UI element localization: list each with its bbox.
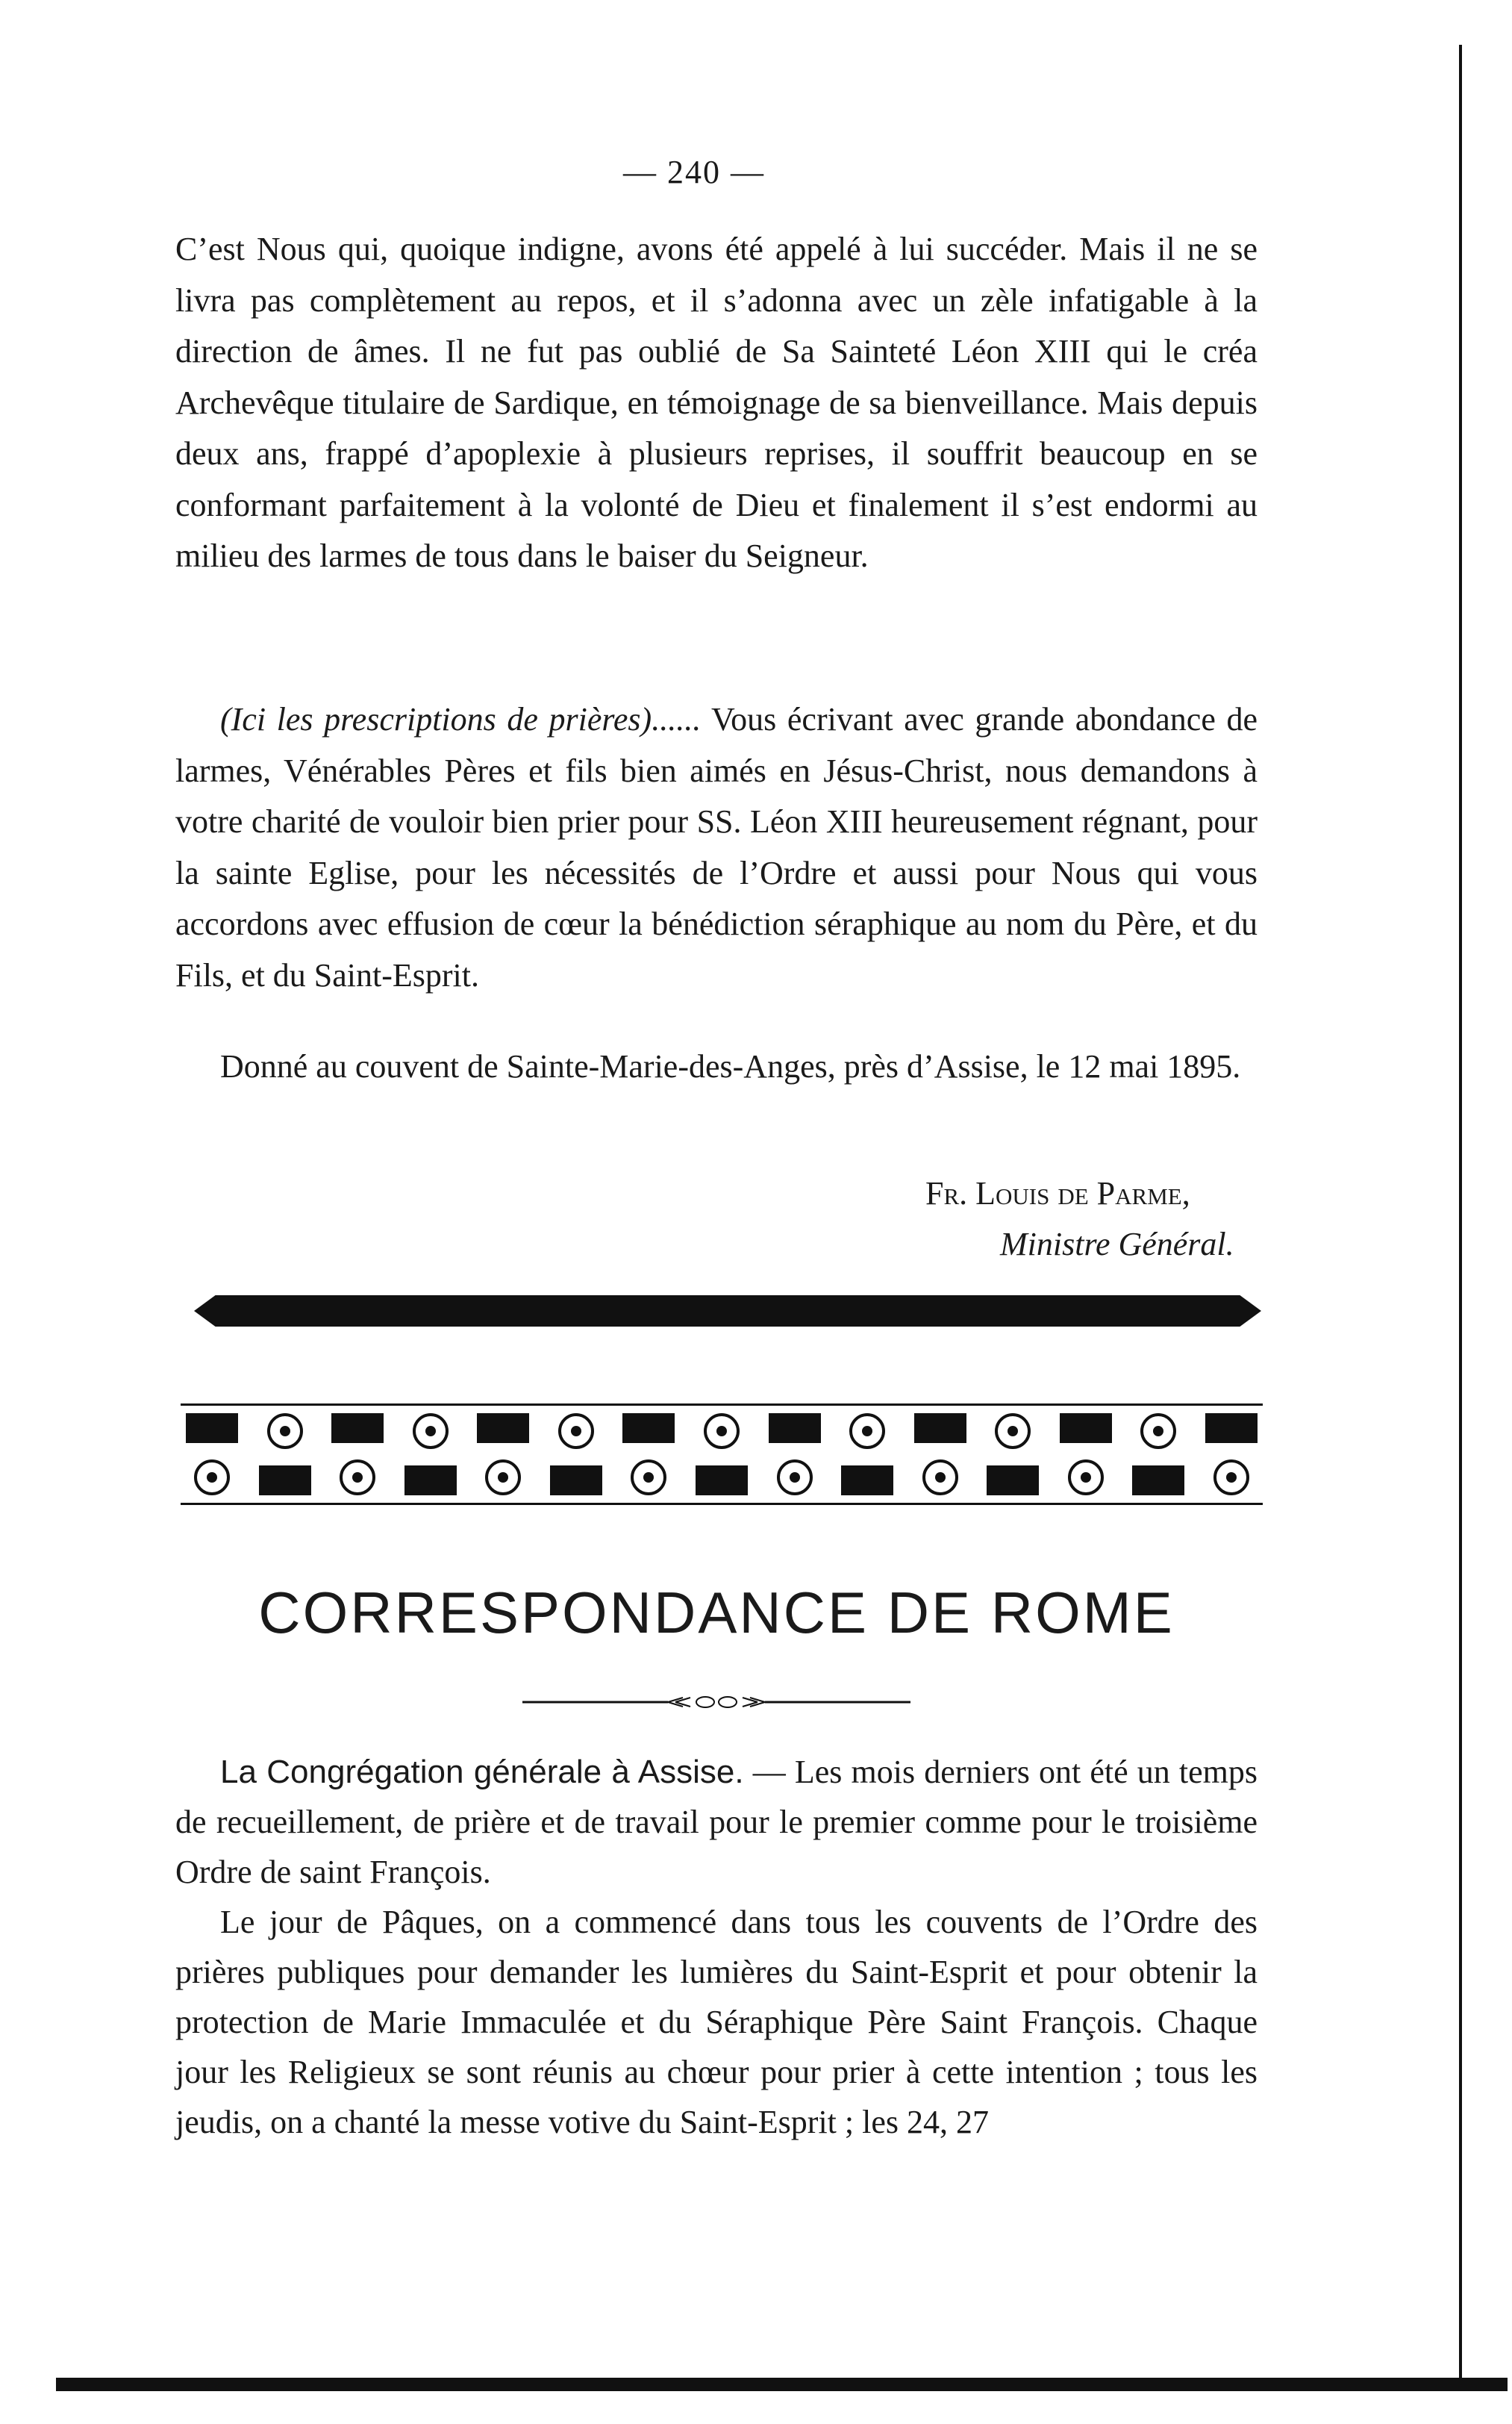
ornament-block	[769, 1413, 821, 1443]
section-title: La Congrégation générale à Assise.	[220, 1754, 744, 1790]
ornament-block	[841, 1465, 893, 1495]
section-heading: CORRESPONDANCE DE ROME	[258, 1580, 1175, 1645]
letter-paragraph	[175, 224, 1258, 582]
ornament-rosette	[849, 1413, 885, 1449]
ornament-cell	[909, 1413, 972, 1495]
ornament-rosette	[194, 1459, 230, 1495]
page-number: — 240 —	[623, 154, 765, 190]
divider-ornament	[522, 1695, 910, 1710]
ornament-rosette	[631, 1459, 666, 1495]
ornament-cell	[836, 1413, 899, 1495]
ornament-cell	[326, 1413, 389, 1495]
ornament-cell	[181, 1413, 243, 1495]
ornament-rosette	[558, 1413, 594, 1449]
ornament-cell	[472, 1413, 534, 1495]
ornament-bar	[194, 1295, 1261, 1327]
ornament-rosette	[1140, 1413, 1176, 1449]
prescriptions-note: (Ici les prescriptions de prières)......	[220, 701, 702, 738]
section-paragraph: Le jour de Pâques, on a commencé dans tous les couvents de l’Ordre des prières publiques pour demander les lumières du Saint-Esprit et pour obtenir la protection de Marie Immaculée et du Séraphique Père Saint François. Chaque jour les Religieux se sont réunis au chœur pour prier à cette intention ; tous les jeudis, on a chanté la messe votive du Saint-Esprit ; les 24, 27	[175, 1904, 1258, 2140]
ornament-rosette	[340, 1459, 375, 1495]
letter-paragraph-body: Vous écrivant avec grande abondance de larmes, Vénérables Pères et fils bien aimés en Jésus-Christ, nous demandons à votre charité de vouloir bien prier pour SS. Léon XIII heureusement régnant, pour la sainte Eglise, pour les nécessités de l’Ordre et aussi pour Nous qui vous accordons avec effusion de cœur la bénédiction séraphique au nom du Père, et du Fils, et du Saint-Esprit.	[175, 701, 1258, 994]
ornament-cell	[1055, 1413, 1117, 1495]
signature-role: Ministre Général.	[1000, 1226, 1234, 1262]
ornament-block	[186, 1413, 238, 1443]
ornament-block	[987, 1465, 1039, 1495]
ornament-rosette	[485, 1459, 521, 1495]
letter-paragraph-text	[175, 694, 1258, 1001]
ornament-cell	[399, 1413, 462, 1495]
section-paragraph	[175, 1747, 1258, 1897]
ornament-rosette	[1068, 1459, 1104, 1495]
ornament-rosette	[704, 1413, 740, 1449]
ornament-block	[696, 1465, 748, 1495]
ornament-cell	[254, 1413, 316, 1495]
ornament-block	[404, 1465, 457, 1495]
ornament-cell	[1200, 1413, 1263, 1495]
ornament-band	[181, 1403, 1263, 1505]
ornament-cell	[690, 1413, 753, 1495]
letter-paragraph-text: C’est Nous qui, quoique indigne, avons été appelé à lui succéder. Mais il ne se livra pas complètement au repos, et il s’adonna avec un zèle infatigable à la direction de âmes. Il ne fut pas oublié de Sa Sainteté Léon XIII qui le créa Archevêque titulaire de Sardique, en témoignage de sa bienveillance. Mais depuis deux ans, frappé d’apoplexie à plusieurs reprises, il souffrit beaucoup en se conformant parfaitement à la volonté de Dieu et finalement il s’est endormi au milieu des larmes de tous dans le baiser du Seigneur.	[175, 231, 1258, 574]
letter-paragraph	[175, 694, 1258, 1001]
ornament-block	[1205, 1413, 1258, 1443]
signature-block	[925, 1168, 1234, 1270]
letter-closing-text: Donné au couvent de Sainte-Marie-des-Anges, près d’Assise, le 12 mai 1895.	[220, 1048, 1241, 1085]
ornament-block	[1060, 1413, 1112, 1443]
ornament-rosette	[413, 1413, 449, 1449]
ornament-block	[914, 1413, 966, 1443]
section-paragraph-body: — Les mois derniers ont été un temps de recueillement, de prière et de travail pour le premier comme pour le troisième Ordre de saint François.	[175, 1754, 1258, 1890]
section-body	[175, 1747, 1258, 2147]
ornament-block	[259, 1465, 311, 1495]
signature-name: Fr. Louis de Parme,	[925, 1175, 1190, 1212]
ornament-cell	[981, 1413, 1044, 1495]
ornament-rosette	[267, 1413, 303, 1449]
ornament-block	[622, 1413, 675, 1443]
ornament-block	[550, 1465, 602, 1495]
ornament-cell	[545, 1413, 607, 1495]
ornament-cell	[1127, 1413, 1190, 1495]
ornament-block	[1132, 1465, 1184, 1495]
ornament-rosette	[1213, 1459, 1249, 1495]
page-edge-rule	[1459, 45, 1462, 2381]
ornament-cell	[617, 1413, 680, 1495]
letter-closing	[175, 1041, 1258, 1093]
ornament-block	[331, 1413, 384, 1443]
ornament-rosette	[995, 1413, 1031, 1449]
ornament-block	[477, 1413, 529, 1443]
ornament-cell	[763, 1413, 826, 1495]
ornament-rosette	[777, 1459, 813, 1495]
page-bottom-rule	[56, 2378, 1508, 2391]
ornament-rosette	[922, 1459, 958, 1495]
